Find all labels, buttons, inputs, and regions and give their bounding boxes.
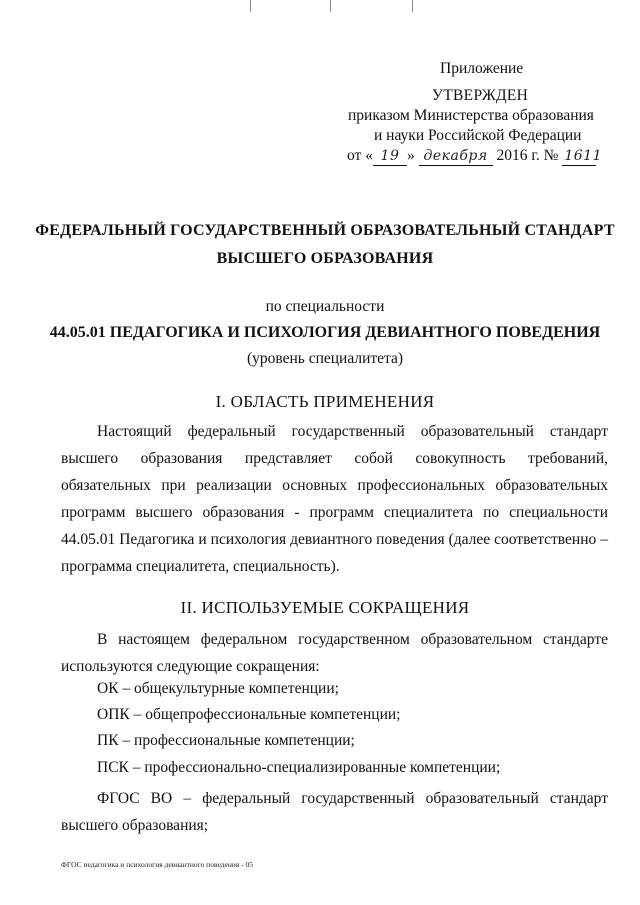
order-line-2: и науки Российской Федерации — [374, 127, 582, 144]
abbreviation-item-fgos: ФГОС ВО – федеральный государственный образовательный стандарт высшего образования; — [61, 790, 608, 834]
specialty-level: (уровень специалитета) — [246, 350, 404, 367]
date-day: 19 — [380, 148, 400, 164]
specialty-name: 44.05.01 ПЕДАГОГИКА И ПСИХОЛОГИЯ ДЕВИАНТНОГО ПОВЕДЕНИЯ — [49, 324, 601, 341]
section-1-heading: I. ОБЛАСТЬ ПРИМЕНЕНИЯ — [215, 392, 435, 411]
order-number: 1611 — [564, 148, 602, 164]
order-date-line — [347, 147, 602, 166]
section-2-intro: В настоящем федеральном государственном образовательном стандарте используются следующие сокращения: — [61, 631, 608, 675]
section-2-heading: II. ИСПОЛЬЗУЕМЫЕ СОКРАЩЕНИЯ — [180, 598, 470, 617]
abbreviation-item: ПСК – профессионально-специализированные компетенции; — [97, 759, 501, 776]
date-month-field — [419, 147, 493, 166]
date-mid: » — [406, 147, 415, 164]
scan-edge-mark — [412, 0, 413, 12]
page-footer: ФГОС педагогика и психология девиантного поведения - 05 — [61, 860, 254, 869]
scan-edge-mark — [250, 0, 251, 12]
abbreviation-item: ПК – профессиональные компетенции; — [97, 732, 355, 749]
abbreviation-item: ОК – общекультурные компетенции; — [97, 680, 339, 697]
appendix-label: Приложение — [440, 60, 524, 77]
order-line-1: приказом Министерства образования — [348, 107, 594, 124]
abbreviation-item: ОПК – общепрофессиональные компетенции; — [97, 706, 401, 723]
document-title-line-2: ВЫСШЕГО ОБРАЗОВАНИЯ — [216, 250, 434, 267]
date-prefix: от « — [347, 147, 373, 164]
specialty-by-label: по специальности — [265, 298, 385, 315]
date-day-field — [373, 147, 407, 166]
approved-label: УТВЕРЖДЕН — [432, 87, 529, 104]
document-title-line-1: ФЕДЕРАЛЬНЫЙ ГОСУДАРСТВЕННЫЙ ОБРАЗОВАТЕЛЬНЫЙ СТАНДАРТ — [35, 222, 615, 239]
date-month: декабря — [423, 148, 488, 164]
scan-edge-mark — [330, 0, 331, 12]
date-year: 2016 г. № — [496, 147, 559, 164]
order-number-field — [562, 147, 602, 166]
section-1-paragraph: Настоящий федеральный государственный образовательный стандарт высшего образования представляет собой совокупность требований, обязательных при реализации основных профессиональных образовательных программ высшего образования - программ специалитета по специальности 44.05.01 Педагогика и психология девиантного поведения (далее соответственно – программа специалитета, специальность). — [61, 423, 608, 575]
